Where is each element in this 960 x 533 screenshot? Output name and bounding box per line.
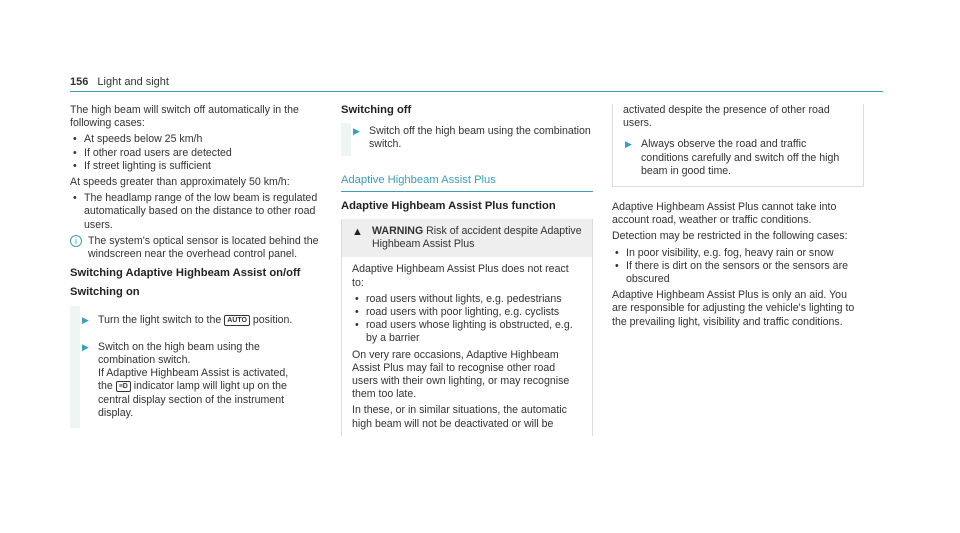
heading-on: Switching on	[70, 286, 140, 299]
step-2: ▶ Switch on the high beam using the combination switch. If Adaptive Highbeam Assist is activated, the ≡D indicator lamp will light up on the central display section of the instrument display.	[82, 340, 289, 419]
intro-text: The high beam will switch off automatically in the following cases:	[70, 104, 299, 130]
heading-function: Adaptive Highbeam Assist Plus function	[341, 199, 556, 212]
heading-onoff: Switching Adaptive Highbeam Assist on/off	[70, 267, 301, 280]
column-2	[341, 104, 593, 436]
step-arrow-icon: ▶	[625, 139, 632, 150]
auto-icon: AUTO	[224, 315, 250, 326]
speed-text: At speeds greater than approximately 50 km/h:	[70, 176, 290, 189]
warning-list	[352, 293, 582, 346]
step-arrow-icon: ▶	[82, 314, 89, 325]
list-item: • road users whose lighting is obstructed, e.g. by a barrier	[352, 319, 582, 345]
note-text: The system's optical sensor is located behind the windscreen near the overhead control panel.	[88, 234, 319, 261]
header-rule	[70, 91, 883, 92]
warning-step: ▶ Always observe the road and traffic conditions carefully and switch off the high beam in good time.	[625, 138, 840, 177]
page-number: 156	[70, 76, 89, 88]
column-3: activated despite the presence of other road users. ▶ Always observe the road and traffic conditions carefully and switch off the high beam in good time. Adaptive Highbeam Assist Plus cannot take into account road, weather or traffic conditions. Detection may be restricted in the following cases: • In poor visibility, e.g. fog, heavy rain or snow • If there is dirt on the sensors or the sensors are obscured Adaptive Highbeam Assist Plus is only an aid. You are responsible for adjusting the vehicle's lighting to the prevailing light, visibility and traffic conditions.	[612, 104, 864, 332]
info-icon: i	[70, 235, 82, 247]
speed-list	[70, 192, 320, 232]
page-header	[70, 76, 169, 89]
steps-box	[70, 306, 320, 428]
steps-box-off	[341, 123, 593, 155]
heading-off: Switching off	[341, 104, 412, 116]
high-beam-indicator-icon: ≡D	[116, 381, 131, 392]
warning-title: Risk of accident despite Adaptive Highbeam Assist Plus	[372, 225, 582, 251]
list-item: • road users with poor lighting, e.g. cyclists	[352, 306, 582, 319]
warning-label: WARNING	[372, 225, 424, 238]
warning-body: Adaptive Highbeam Assist Plus does not react to: • road users without lights, e.g. pedestrians • road users with poor lighting, e.g. cyclists • road users whose lighting is obstructed, e.g. by a barrier On very rare occasions, Adaptive Highbeam Assist Plus may fail to recognise other road users with their own lighting, or may recognise them too late. In these, or in similar situations, the automatic high beam will not be deactivated or will be	[342, 257, 592, 435]
list-item: • In poor visibility, e.g. fog, heavy rain or snow	[612, 247, 864, 260]
list-item: • If other road users are detected	[70, 147, 320, 160]
warning-continuation: activated despite the presence of other road users. ▶ Always observe the road and traffic conditions carefully and switch off the high beam in good time.	[612, 104, 864, 187]
list-item: • If there is dirt on the sensors or the sensors are obscured	[612, 260, 864, 286]
step-arrow-icon: ▶	[82, 341, 89, 352]
step-arrow-icon: ▶	[353, 126, 360, 137]
warning-box	[341, 219, 593, 436]
list-item: • If street lighting is sufficient	[70, 160, 320, 173]
list-item: • The headlamp range of the low beam is regulated automatically based on the distance to other road users.	[70, 192, 320, 232]
info-note	[70, 235, 320, 261]
warning-header	[342, 219, 592, 257]
step-off: ▶ Switch off the high beam using the combination switch.	[353, 125, 591, 151]
step-1: ▶ Turn the light switch to the AUTO position.	[82, 313, 293, 326]
warning-triangle-icon: ▲	[352, 226, 363, 239]
detection-list	[612, 247, 864, 287]
section-title: Light and sight	[97, 76, 169, 88]
list-item: • At speeds below 25 km/h	[70, 133, 320, 146]
column-1	[70, 104, 320, 428]
cases-list	[70, 133, 320, 173]
list-item: • road users without lights, e.g. pedestrians	[352, 293, 582, 306]
section-link-adaptive-highbeam[interactable]: Adaptive Highbeam Assist Plus	[341, 174, 593, 192]
